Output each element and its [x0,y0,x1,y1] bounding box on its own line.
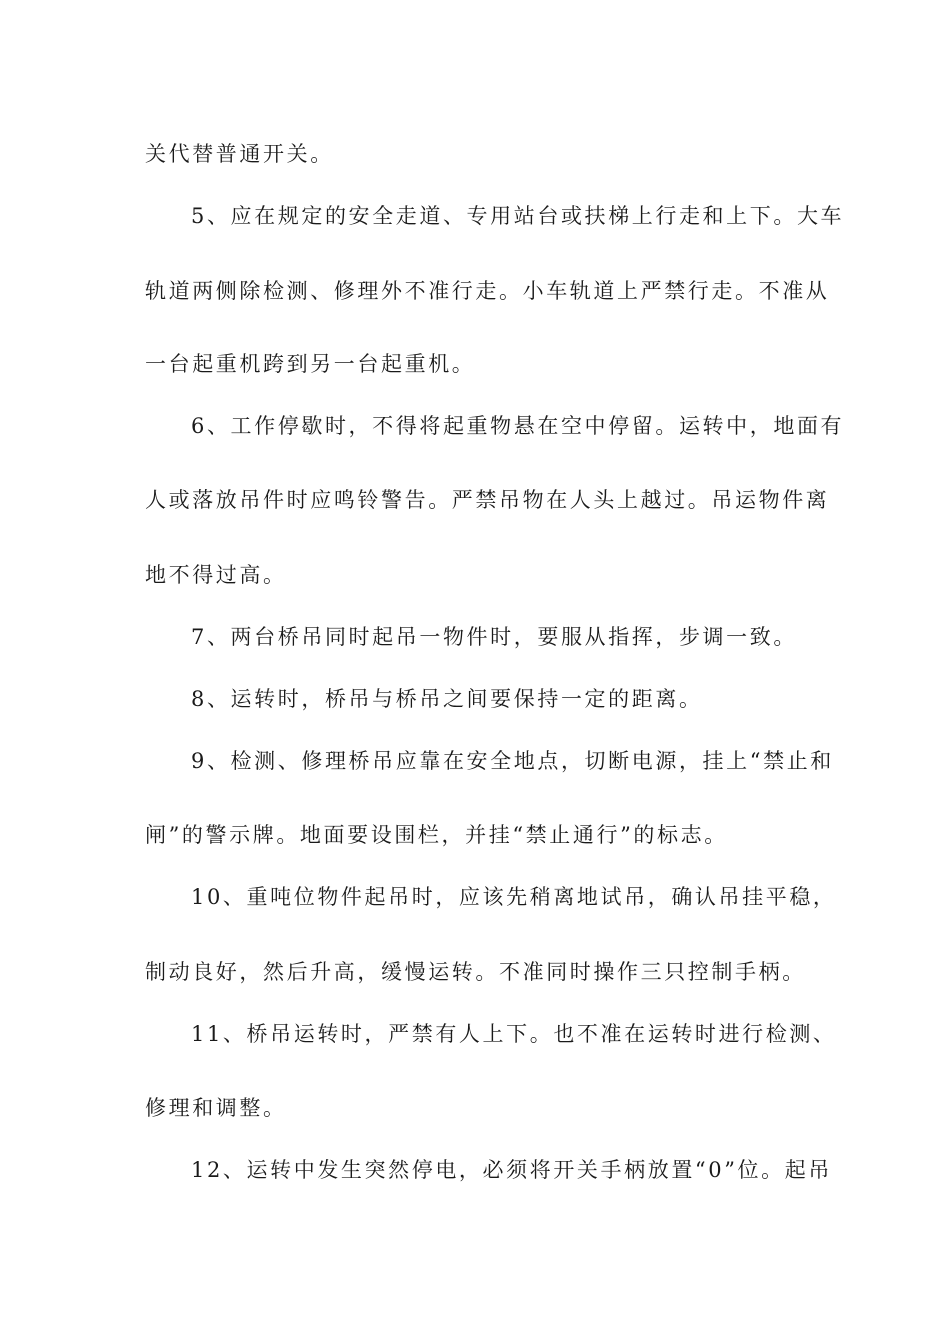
text-line: 修理和调整。 [145,1096,287,1120]
text-line: 8、运转时，桥吊与桥吊之间要保持一定的距离。 [191,687,703,711]
text-line: 制动良好，然后升高，缓慢运转。不准同时操作三只控制手柄。 [145,960,806,984]
text-line: 9、检测、修理桥吊应靠在安全地点，切断电源，挂上“禁止和 [191,749,834,773]
text-line: 闸”的警示牌。地面要设围栏，并挂“禁止通行”的标志。 [145,823,728,847]
text-line: 地不得过高。 [145,563,287,587]
text-line: 关代替普通开关。 [145,142,334,166]
text-line: 11、桥吊运转时，严禁有人上下。也不准在运转时进行检测、 [191,1022,837,1046]
text-line: 7、两台桥吊同时起吊一物件时，要服从指挥，步调一致。 [191,625,797,649]
text-line: 轨道两侧除检测、修理外不准行走。小车轨道上严禁行走。不准从 [145,279,830,303]
text-line: 12、运转中发生突然停电，必须将开关手柄放置“0”位。起吊 [191,1158,832,1182]
text-line: 6、工作停歇时，不得将起重物悬在空中停留。运转中，地面有 [191,414,845,438]
text-line: 一台起重机跨到另一台起重机。 [145,352,476,376]
text-line: 10、重吨位物件起吊时，应该先稍离地试吊，确认吊挂平稳， [191,885,837,909]
text-line: 5、应在规定的安全走道、专用站台或扶梯上行走和上下。大车 [191,204,845,228]
text-line: 人或落放吊件时应鸣铃警告。严禁吊物在人头上越过。吊运物件离 [145,488,830,512]
